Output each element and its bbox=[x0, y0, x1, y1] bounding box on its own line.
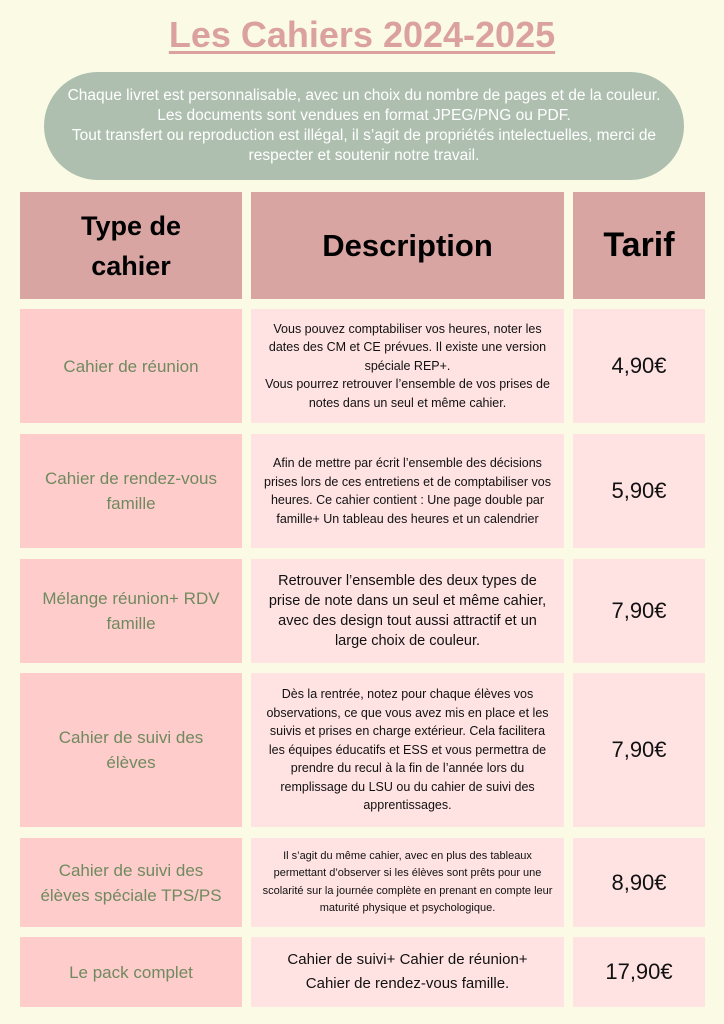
row-5-description: Il s’agit du même cahier, avec en plus des tableaux permettant d’observer si les élèves sont prêts pour une scolarité sur la journée complète en prenant en compte leur maturité physique et psychologique. bbox=[251, 838, 564, 927]
header-description: Description bbox=[251, 192, 564, 299]
row-1-description: Vous pouvez comptabiliser vos heures, noter les dates des CM et CE prévues. Il existe une version spéciale REP+. Vous pourrez retrouver l’ensemble de vos prises de notes dans un seul et même cahier. bbox=[251, 309, 564, 423]
row-6-price: 17,90€ bbox=[573, 937, 705, 1007]
row-4-description: Dès la rentrée, notez pour chaque élèves vos observations, ce que vous avez mis en place et les suivis et prises en charge extérieur. Cela facilitera les équipes éducatifs et ESS et vous permettra de prendre du recul à la fin de l’année lors du remplissage du LSU ou du cahier de suivi des apprentissages. bbox=[251, 673, 564, 827]
row-2-description: Afin de mettre par écrit l’ensemble des décisions prises lors de ces entretiens et de comptabiliser vos heures. Ce cahier contient : Une page double par famille+ Un tableau des heures et un calendrier bbox=[251, 434, 564, 548]
intro-banner bbox=[44, 72, 684, 180]
row-2-type: Cahier de rendez-vous famille bbox=[20, 434, 242, 548]
row-1-price: 4,90€ bbox=[573, 309, 705, 423]
row-6-type: Le pack complet bbox=[20, 937, 242, 1007]
row-3-type: Mélange réunion+ RDV famille bbox=[20, 559, 242, 663]
header-price: Tarif bbox=[573, 192, 705, 299]
intro-text-copyright: Tout transfert ou reproduction est illégal, il s’agit de propriétés intelectuelles, merci de respecter et soutenir notre travail. bbox=[71, 127, 657, 164]
row-1-type: Cahier de réunion bbox=[20, 309, 242, 423]
row-3-price: 7,90€ bbox=[573, 559, 705, 663]
intro-text-format: Chaque livret est personnalisable, avec un choix du nombre de pages et de la couleur. Les documents sont vendues en format JPEG/PNG ou PDF. bbox=[67, 87, 661, 124]
row-5-type: Cahier de suivi des élèves spéciale TPS/PS bbox=[20, 838, 242, 927]
row-2-price: 5,90€ bbox=[573, 434, 705, 548]
row-4-type: Cahier de suivi des élèves bbox=[20, 673, 242, 827]
header-type: Type de cahier bbox=[20, 192, 242, 299]
row-6-description: Cahier de suivi+ Cahier de réunion+ Cahier de rendez-vous famille. bbox=[251, 937, 564, 1007]
row-3-description: Retrouver l’ensemble des deux types de prise de note dans un seul et même cahier, avec des design tout aussi attractif et un large choix de couleur. bbox=[251, 559, 564, 663]
row-5-price: 8,90€ bbox=[573, 838, 705, 927]
page-title: Les Cahiers 2024-2025 bbox=[168, 14, 556, 55]
row-4-price: 7,90€ bbox=[573, 673, 705, 827]
